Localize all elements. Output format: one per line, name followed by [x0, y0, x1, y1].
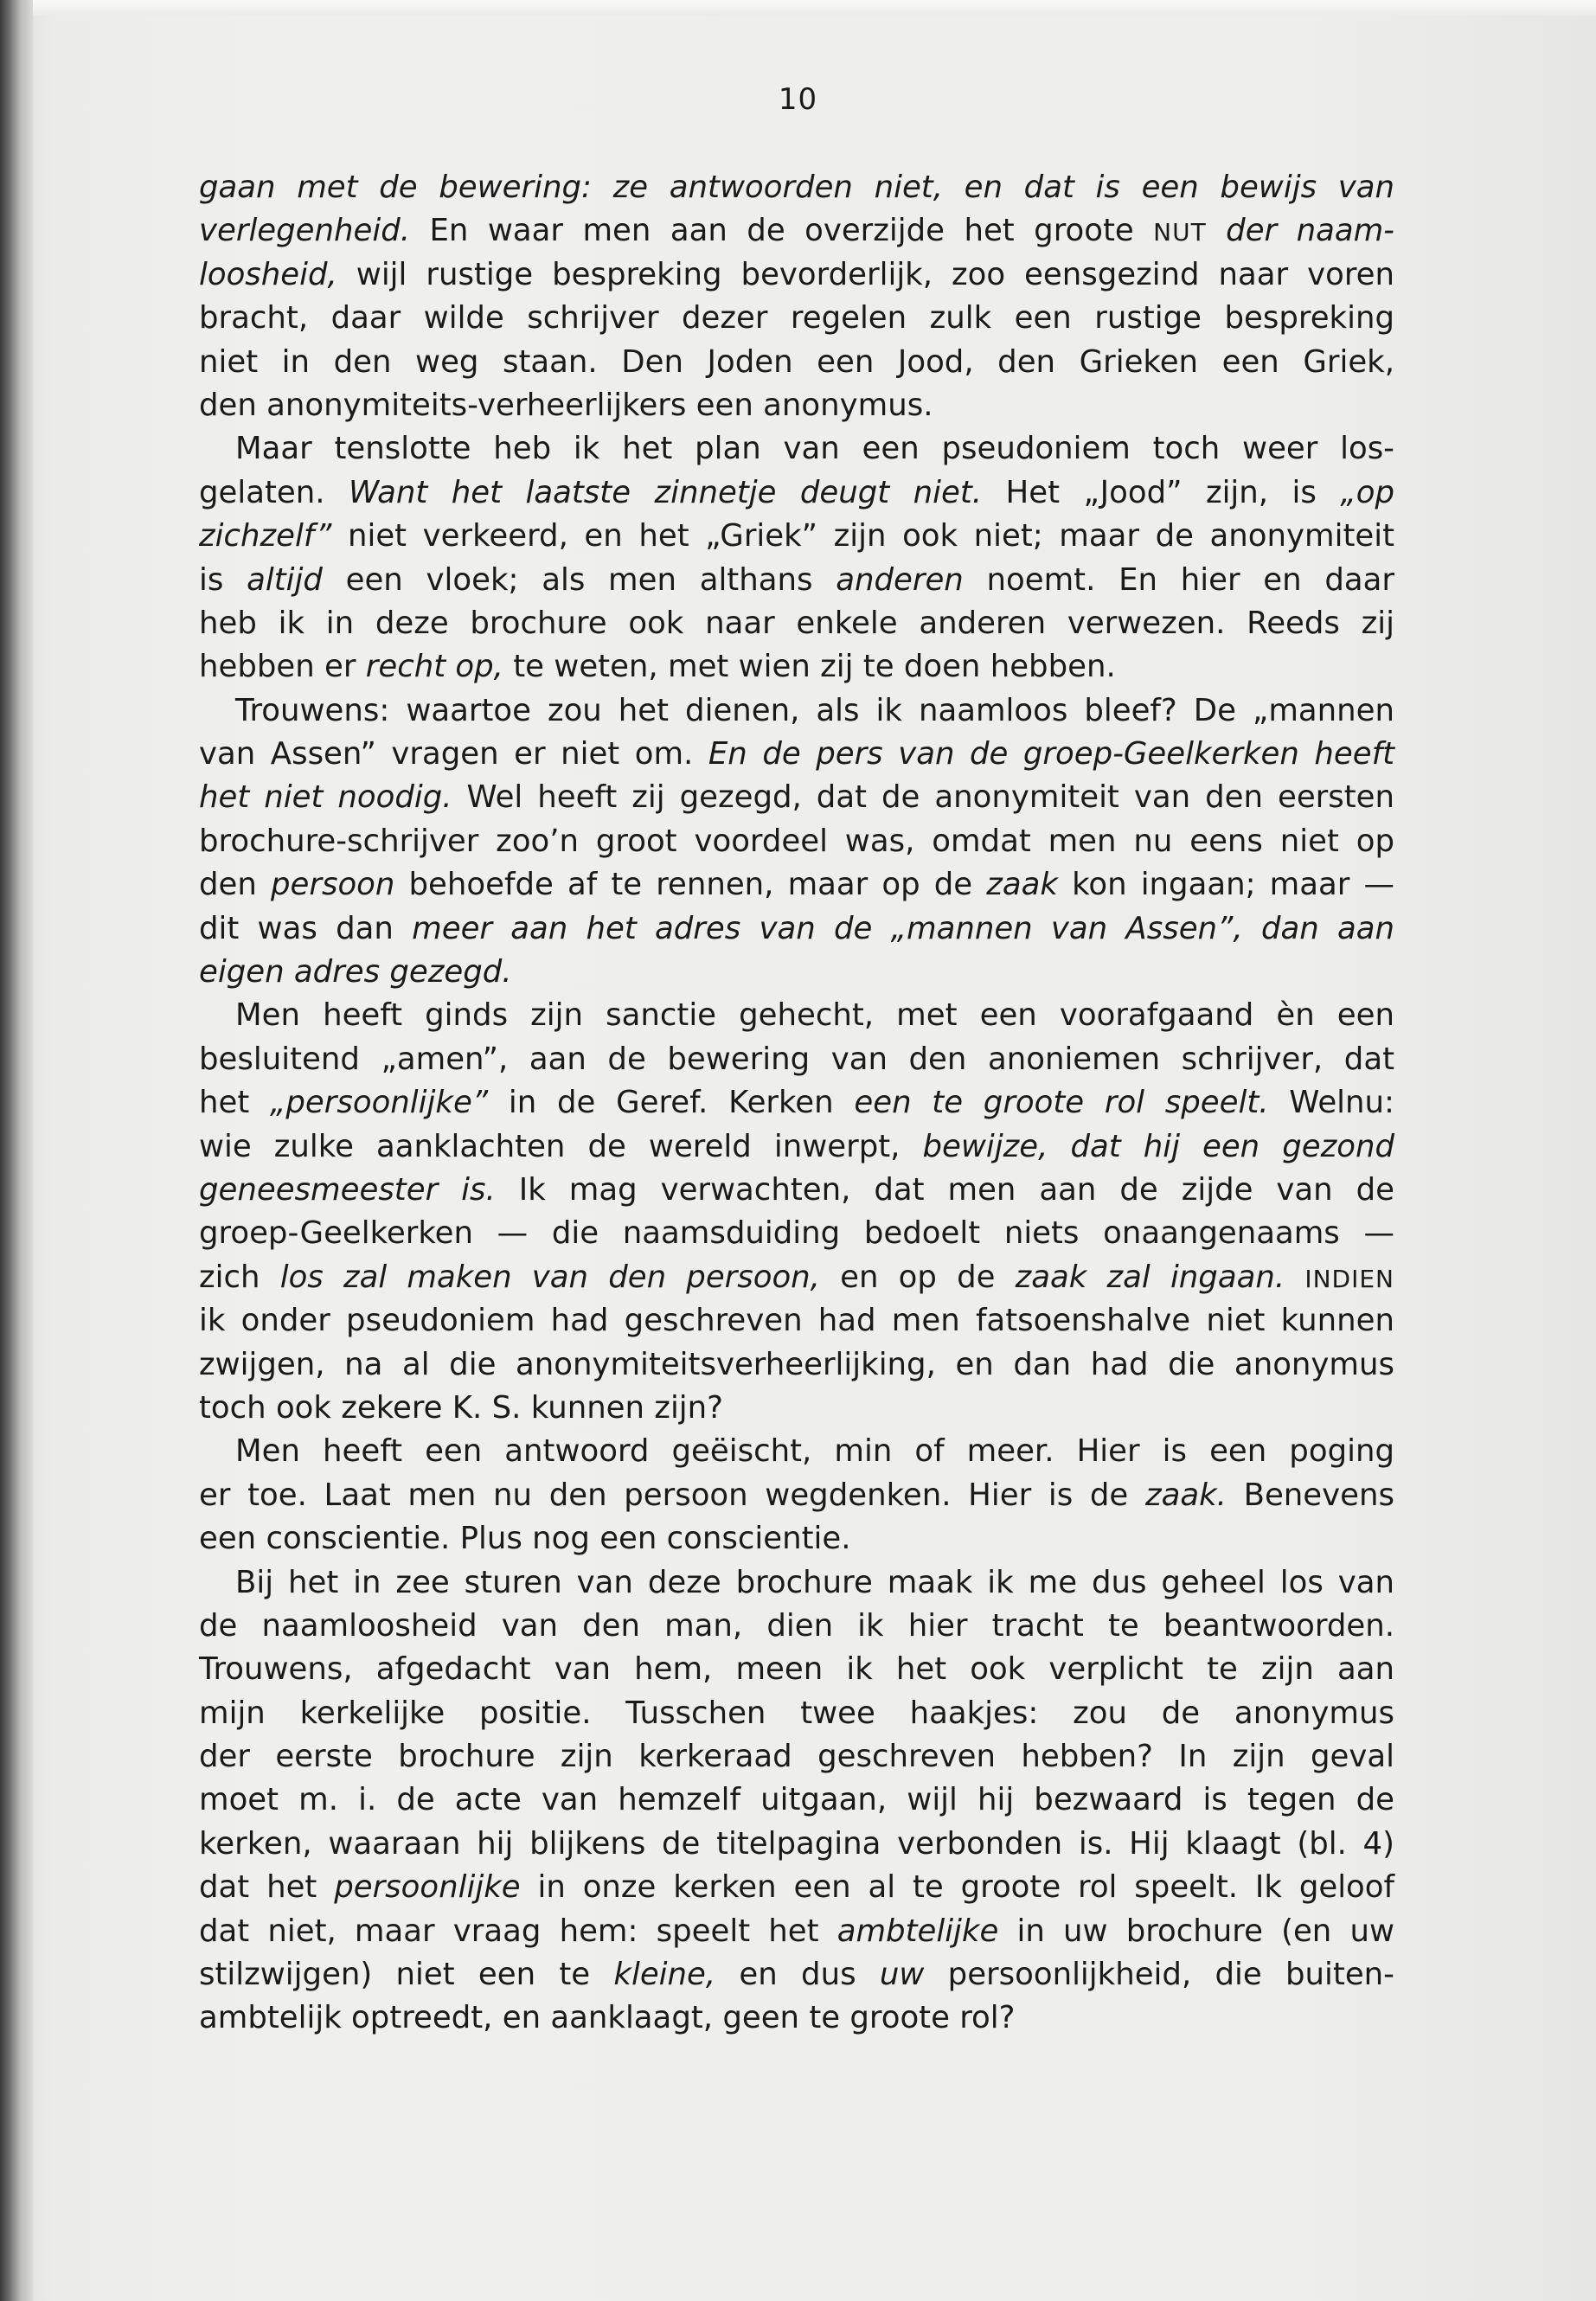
- book-spine-shadow: [0, 0, 33, 2301]
- text-line: [199, 645, 1394, 689]
- text-span: ambtelijk optreedt, en aanklaagt, geen te groote rol?: [199, 2000, 1016, 2036]
- text-span: toch ook zekere K. S. kunnen zijn?: [199, 1389, 724, 1426]
- page-number: 10: [778, 82, 818, 117]
- text-line: [199, 1038, 1394, 1081]
- text-span: kerken, waaraan hij blijkens de titelpagina verbonden is. Hij klaagt (bl. 4): [199, 1825, 1394, 1862]
- text-line: [199, 209, 1394, 253]
- text-line: [199, 1605, 1394, 1648]
- text-line: [199, 863, 1394, 907]
- text-line: [199, 1387, 1394, 1430]
- text-span: behoefde af te rennen, maar op de: [394, 867, 987, 903]
- text-span: in de Geref. Kerken: [488, 1085, 855, 1121]
- text-span: heb ik in deze brochure ook naar enkele anderen verwezen. Reeds zij: [199, 605, 1394, 641]
- text-line: [199, 1779, 1394, 1822]
- text-span: bracht, daar wilde schrijver dezer regelen zulk een rustige bespreking: [199, 300, 1394, 336]
- text-line: [199, 1866, 1394, 1909]
- text-line: [199, 689, 1394, 733]
- text-span: Benevens: [1226, 1477, 1394, 1513]
- text-line: [199, 1561, 1394, 1605]
- italic-text: loosheid,: [199, 256, 337, 292]
- italic-text: bewijze, dat hij een gezond: [922, 1128, 1394, 1164]
- text-span: en dus: [715, 1957, 880, 1993]
- text-span: en op de: [819, 1259, 1016, 1295]
- text-line: [199, 994, 1394, 1037]
- text-span: persoonlijkheid, die buiten-: [924, 1957, 1394, 1993]
- italic-text: zaak: [986, 867, 1058, 903]
- italic-text: kleine,: [613, 1957, 716, 1993]
- text-span: [1207, 213, 1226, 248]
- text-span: is: [199, 561, 247, 598]
- text-span: wijl rustige bespreking bevorderlijk, zoo eensgezind naar voren: [337, 256, 1394, 292]
- text-span: En waar men aan de overzijde het groote: [410, 213, 1154, 249]
- italic-text: geneesmeester is.: [199, 1171, 496, 1208]
- small-caps-text: NUT: [1153, 218, 1207, 247]
- text-span: zich: [199, 1259, 280, 1295]
- italic-text: zaak.: [1144, 1477, 1227, 1513]
- text-line: [199, 559, 1394, 602]
- text-line: [199, 951, 1394, 994]
- text-span: Trouwens: waartoe zou het dienen, als ik naamloos bleef? De „mannen: [235, 692, 1394, 728]
- text-span: van Assen” vragen er niet om.: [199, 736, 708, 772]
- text-line: [199, 341, 1394, 384]
- text-line: [199, 1256, 1394, 1299]
- text-line: [199, 1169, 1394, 1212]
- text-span: zwijgen, na al die anonymiteitsverheerlijking, en dan had die anonymus: [199, 1346, 1394, 1382]
- text-span: den anonymiteits-verheerlijkers een anonymus.: [199, 387, 933, 423]
- text-span: Het „Jood” zijn, is: [982, 474, 1341, 510]
- italic-text: der naam-: [1226, 213, 1394, 249]
- italic-text: persoon: [271, 867, 395, 903]
- italic-text: uw: [879, 1957, 925, 1993]
- text-span: Wel heeft zij gezegd, dat de anonymiteit van den eersten: [452, 779, 1395, 816]
- text-span: niet verkeerd, en het „Griek” zijn ook niet; maar de anonymiteit: [331, 518, 1394, 554]
- text-line: [199, 1517, 1394, 1561]
- italic-text: recht op,: [365, 649, 503, 685]
- text-line: [199, 776, 1394, 819]
- text-line: [199, 1474, 1394, 1517]
- text-span: Ik mag verwachten, dat men aan de zijde van de: [495, 1171, 1395, 1208]
- italic-text: meer aan het adres van de „mannen van Assen”, dan aan: [412, 910, 1394, 946]
- italic-text: zichzelf”: [199, 518, 332, 554]
- text-span: kon ingaan; maar —: [1057, 867, 1394, 903]
- text-span: moet m. i. de acte van hemzelf uitgaan, wijl hij bezwaard is tegen de: [199, 1782, 1394, 1818]
- text-span: een vloek; als men althans: [322, 561, 836, 598]
- italic-text: anderen: [836, 561, 964, 598]
- text-line: [199, 602, 1394, 645]
- text-line: [199, 427, 1394, 471]
- text-span: noemt. En hier en daar: [963, 561, 1394, 598]
- text-line: [199, 907, 1394, 951]
- italic-text: zaak zal ingaan.: [1015, 1259, 1285, 1295]
- text-span: in onze kerken een al te groote rol speelt. Ik geloof: [520, 1869, 1394, 1906]
- text-span: den: [199, 867, 271, 903]
- page-top-edge: [0, 0, 1596, 16]
- text-line: [199, 1125, 1394, 1169]
- italic-text: En de pers van de groep-Geelkerken heeft: [708, 736, 1394, 772]
- text-line: [199, 384, 1394, 427]
- italic-text: ambtelijke: [836, 1913, 999, 1949]
- text-span: wie zulke aanklachten de wereld inwerpt,: [199, 1128, 923, 1164]
- text-line: [199, 1910, 1394, 1953]
- text-span: Men heeft ginds zijn sanctie gehecht, met een voorafgaand èn een: [235, 997, 1394, 1034]
- text-span: [1285, 1259, 1304, 1295]
- text-span: brochure-schrijver zoo’n groot voordeel was, omdat men nu eens niet op: [199, 823, 1394, 859]
- text-span: Maar tenslotte heb ik het plan van een pseudoniem toch weer los-: [235, 431, 1394, 467]
- text-span: stilzwijgen) niet een te: [199, 1957, 614, 1993]
- text-span: Trouwens, afgedacht van hem, meen ik het ook verplicht te zijn aan: [199, 1651, 1394, 1688]
- text-line: [199, 515, 1394, 558]
- text-span: Men heeft een antwoord geëischt, min of meer. Hier is een poging: [235, 1433, 1394, 1470]
- italic-text: persoonlijke: [334, 1869, 521, 1906]
- text-line: [199, 1997, 1394, 2040]
- text-line: [199, 471, 1394, 515]
- text-span: in uw brochure (en uw: [998, 1913, 1394, 1949]
- text-span: het: [199, 1085, 270, 1121]
- text-line: [199, 733, 1394, 776]
- text-line: [199, 297, 1394, 340]
- text-span: groep-Geelkerken — die naamsduiding bedoelt niets onaangenaams —: [199, 1215, 1394, 1252]
- text-span: er toe. Laat men nu den persoon wegdenken. Hier is de: [199, 1477, 1145, 1513]
- text-span: te weten, met wien zij te doen hebben.: [503, 649, 1116, 685]
- small-caps-text: INDIEN: [1304, 1264, 1394, 1293]
- text-line: [199, 1735, 1394, 1779]
- text-line: [199, 820, 1394, 863]
- text-span: der eerste brochure zijn kerkeraad geschreven hebben? In zijn geval: [199, 1739, 1394, 1775]
- text-span: mijn kerkelijke positie. Tusschen twee haakjes: zou de anonymus: [199, 1695, 1394, 1731]
- text-span: dat het: [199, 1869, 335, 1906]
- text-line: [199, 1953, 1394, 1997]
- italic-text: gaan met de bewering: ze antwoorden niet, en dat is een bewijs van: [199, 170, 1394, 205]
- body-text: [199, 166, 1394, 2041]
- italic-text: altijd: [247, 561, 323, 598]
- italic-text: „persoonlijke”: [270, 1085, 489, 1121]
- text-line: [199, 1648, 1394, 1691]
- italic-text: het niet noodig.: [199, 779, 452, 816]
- text-span: besluitend „amen”, aan de bewering van den anoniemen schrijver, dat: [199, 1041, 1394, 1077]
- text-line: [199, 1823, 1394, 1866]
- text-line: [199, 1081, 1394, 1125]
- text-span: gelaten.: [199, 474, 349, 510]
- italic-text: los zal maken van den persoon,: [279, 1259, 820, 1295]
- text-span: hebben er: [199, 649, 366, 685]
- text-line: [199, 1430, 1394, 1473]
- text-span: dit was dan: [199, 910, 413, 946]
- text-span: dat niet, maar vraag hem: speelt het: [199, 1913, 837, 1949]
- italic-text: „op: [1340, 474, 1395, 510]
- text-line: [199, 253, 1394, 297]
- text-span: Bij het in zee sturen van deze brochure maak ik me dus geheel los van: [235, 1564, 1394, 1600]
- text-span: de naamloosheid van den man, dien ik hier tracht te beantwoorden.: [199, 1607, 1394, 1644]
- text-line: [199, 1299, 1394, 1343]
- text-line: [199, 166, 1394, 209]
- italic-text: Want het laatste zinnetje deugt niet.: [349, 474, 983, 510]
- text-span: ik onder pseudoniem had geschreven had men fatsoenshalve niet kunnen: [199, 1303, 1394, 1339]
- italic-text: verlegenheid.: [199, 213, 411, 249]
- text-line: [199, 1343, 1394, 1387]
- text-span: Welnu:: [1268, 1085, 1394, 1121]
- text-span: niet in den weg staan. Den Joden een Jood, den Grieken een Griek,: [199, 343, 1394, 380]
- text-line: [199, 1692, 1394, 1735]
- text-line: [199, 1212, 1394, 1255]
- text-span: een conscientie. Plus nog een conscientie.: [199, 1521, 851, 1557]
- italic-text: een te groote rol speelt.: [854, 1085, 1269, 1121]
- italic-text: eigen adres gezegd.: [199, 954, 512, 990]
